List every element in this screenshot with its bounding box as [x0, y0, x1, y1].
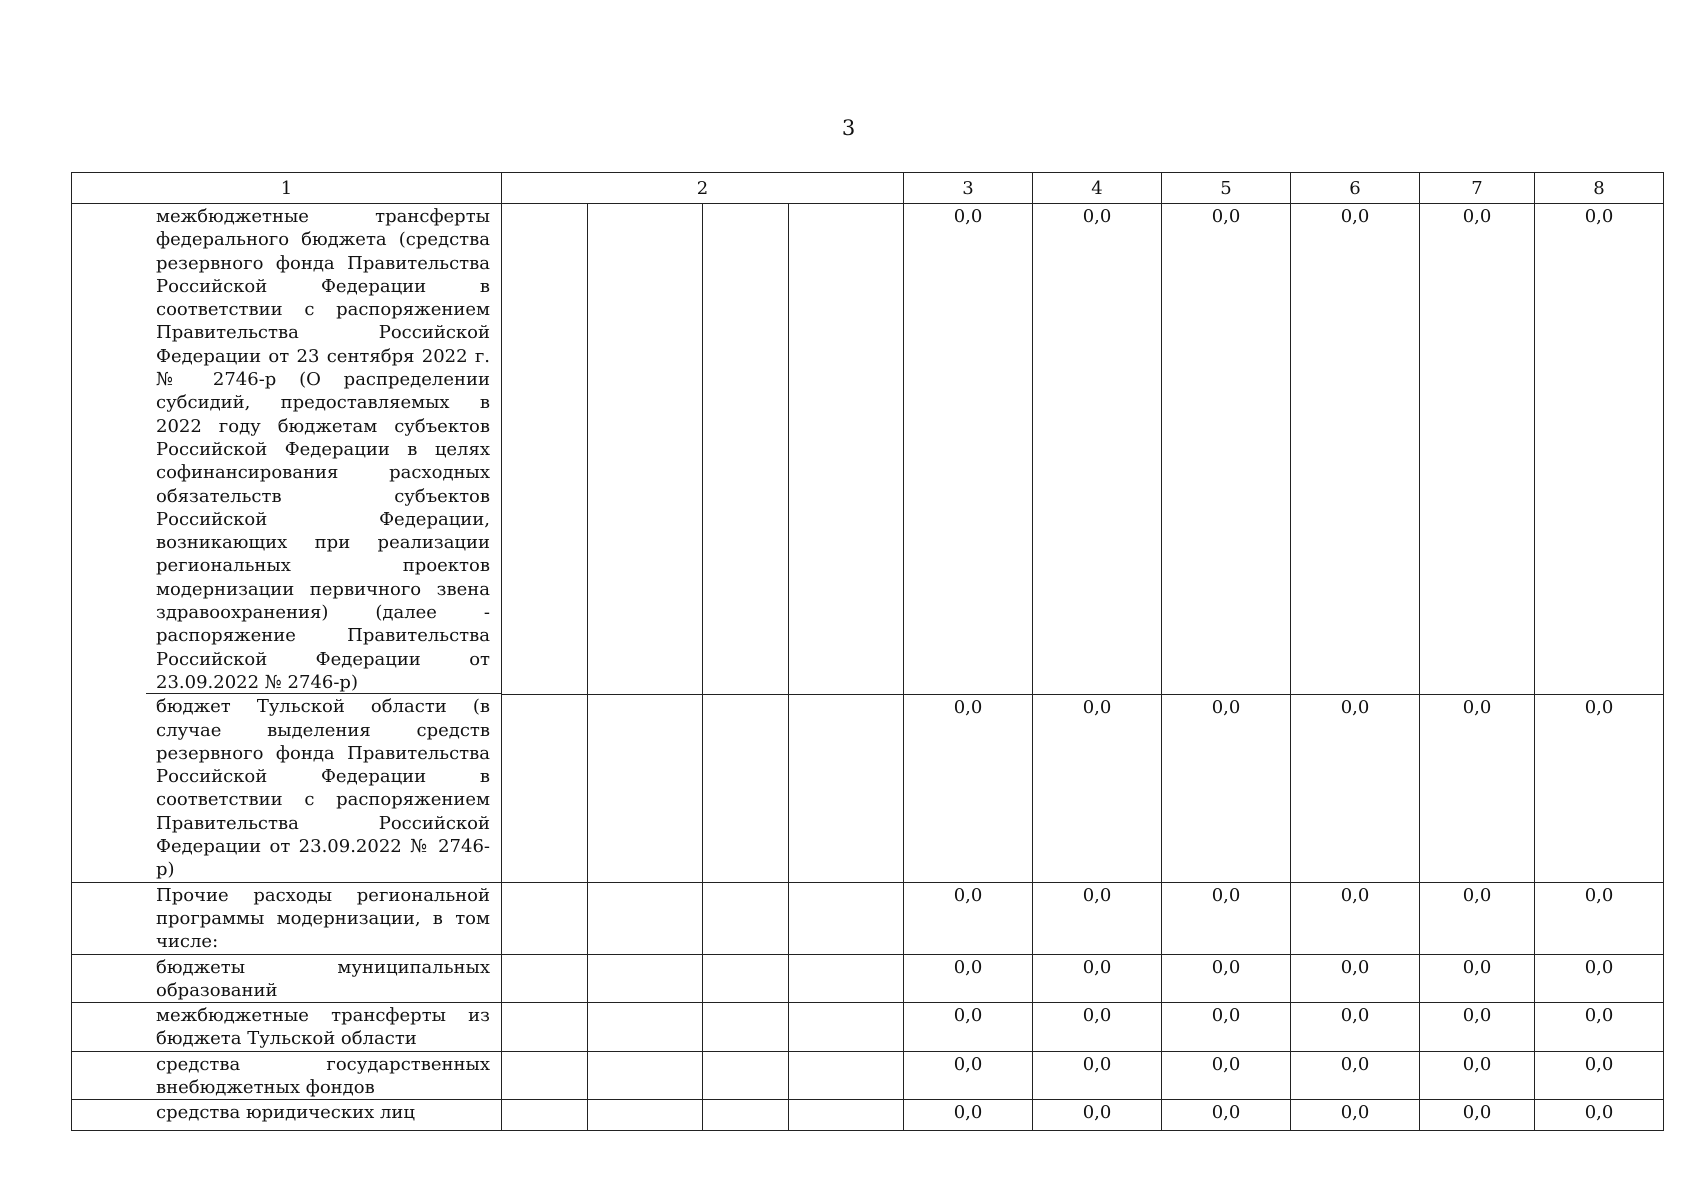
value-cell: 0,0 — [1535, 1100, 1664, 1131]
empty-cell — [703, 1051, 789, 1100]
table-row — [72, 204, 1664, 695]
budget-table — [71, 172, 1664, 1131]
value-cell: 0,0 — [1535, 954, 1664, 1003]
value-cell: 0,0 — [1535, 882, 1664, 954]
value-cell: 0,0 — [1535, 1051, 1664, 1100]
empty-cell — [789, 694, 904, 882]
empty-cell — [588, 1051, 703, 1100]
empty-cell — [789, 1100, 904, 1131]
row-description-text: средства государственных внебюджетных фондов — [156, 1053, 490, 1098]
empty-cell — [703, 882, 789, 954]
header-cell: 8 — [1535, 173, 1664, 204]
table-row — [72, 1051, 1664, 1100]
empty-cell — [588, 882, 703, 954]
row-description-text: межбюджетные трансферты федерального бюджета (средства резервного фонда Правительства Российской Федерации в соответствии с распоряжением Правительства Российской Федерации от 23 сентября 2022 г. № 2746-р (О распределении субсидий, предоставляемых в 2022 году бюджетам субъектов Российской Федерации в целях софинансирования расходных обязательств субъектов Российской Федерации, возникающих при реализации региональных проектов модернизации первичного звена здравоохранения) (далее - распоряжение Правительства Российской Федерации от 23.09.2022 № 2746-р) — [156, 206, 490, 693]
row-description-text: бюджеты муниципальных образований — [156, 956, 490, 1001]
value-cell: 0,0 — [1162, 204, 1291, 695]
row-description-text: бюджет Тульской области (в случае выделения средств резервного фонда Правительства Российской Федерации в соответствии с распоряжением Правительства Российской Федерации от 23.09.2022 № 2746-р) — [156, 696, 490, 881]
header-cell: 6 — [1291, 173, 1420, 204]
value-cell: 0,0 — [1420, 954, 1535, 1003]
value-cell: 0,0 — [1033, 882, 1162, 954]
value-cell: 0,0 — [904, 954, 1033, 1003]
value-cell: 0,0 — [1033, 204, 1162, 695]
header-cell: 7 — [1420, 173, 1535, 204]
empty-cell — [588, 954, 703, 1003]
empty-cell — [789, 204, 904, 695]
table-row — [72, 882, 1664, 954]
table-row — [72, 694, 1664, 882]
empty-cell — [588, 694, 703, 882]
empty-cell — [502, 1003, 588, 1052]
value-cell: 0,0 — [1291, 204, 1420, 695]
value-cell: 0,0 — [1033, 954, 1162, 1003]
row-description — [72, 1003, 502, 1052]
row-description — [72, 882, 502, 954]
value-cell: 0,0 — [1162, 1100, 1291, 1131]
value-cell: 0,0 — [1535, 204, 1664, 695]
value-cell: 0,0 — [1291, 1003, 1420, 1052]
value-cell: 0,0 — [1033, 1100, 1162, 1131]
value-cell: 0,0 — [1291, 882, 1420, 954]
value-cell: 0,0 — [1291, 694, 1420, 882]
empty-cell — [703, 1100, 789, 1131]
value-cell: 0,0 — [904, 1051, 1033, 1100]
table-row — [72, 1003, 1664, 1052]
value-cell: 0,0 — [904, 694, 1033, 882]
value-cell: 0,0 — [904, 882, 1033, 954]
row-description — [72, 954, 502, 1003]
value-cell: 0,0 — [1420, 882, 1535, 954]
row-description — [72, 694, 502, 882]
row-description — [72, 204, 502, 695]
empty-cell — [789, 954, 904, 1003]
empty-cell — [789, 1003, 904, 1052]
empty-cell — [502, 1051, 588, 1100]
empty-cell — [502, 204, 588, 695]
value-cell: 0,0 — [1291, 1100, 1420, 1131]
value-cell: 0,0 — [1162, 1003, 1291, 1052]
value-cell: 0,0 — [1291, 1051, 1420, 1100]
value-cell: 0,0 — [1420, 694, 1535, 882]
row-description — [72, 1100, 502, 1131]
value-cell: 0,0 — [1162, 882, 1291, 954]
empty-cell — [789, 882, 904, 954]
empty-cell — [789, 1051, 904, 1100]
value-cell: 0,0 — [1162, 1051, 1291, 1100]
value-cell: 0,0 — [1162, 694, 1291, 882]
header-cell: 1 — [72, 173, 502, 204]
empty-cell — [703, 204, 789, 695]
empty-cell — [703, 1003, 789, 1052]
table-row — [72, 954, 1664, 1003]
empty-cell — [588, 204, 703, 695]
empty-cell — [703, 954, 789, 1003]
header-cell: 3 — [904, 173, 1033, 204]
value-cell: 0,0 — [1535, 694, 1664, 882]
value-cell: 0,0 — [904, 1003, 1033, 1052]
row-description-text: средства юридических лиц — [156, 1102, 415, 1124]
value-cell: 0,0 — [1535, 1003, 1664, 1052]
value-cell: 0,0 — [1420, 204, 1535, 695]
page-number: 3 — [841, 116, 856, 140]
value-cell: 0,0 — [1420, 1003, 1535, 1052]
value-cell: 0,0 — [1033, 694, 1162, 882]
value-cell: 0,0 — [1420, 1051, 1535, 1100]
value-cell: 0,0 — [1420, 1100, 1535, 1131]
value-cell: 0,0 — [1162, 954, 1291, 1003]
empty-cell — [588, 1003, 703, 1052]
row-description — [72, 1051, 502, 1100]
empty-cell — [502, 694, 588, 882]
table-row — [72, 1100, 1664, 1131]
value-cell: 0,0 — [1291, 954, 1420, 1003]
empty-cell — [703, 694, 789, 882]
row-description-text: Прочие расходы региональной программы модернизации, в том числе: — [156, 884, 490, 953]
empty-cell — [502, 1100, 588, 1131]
header-cell: 4 — [1033, 173, 1162, 204]
value-cell: 0,0 — [1033, 1003, 1162, 1052]
header-cell: 2 — [502, 173, 904, 204]
value-cell: 0,0 — [904, 1100, 1033, 1131]
empty-cell — [502, 882, 588, 954]
empty-cell — [588, 1100, 703, 1131]
value-cell: 0,0 — [1033, 1051, 1162, 1100]
empty-cell — [502, 954, 588, 1003]
row-description-text: межбюджетные трансферты из бюджета Тульской области — [156, 1005, 490, 1050]
header-cell: 5 — [1162, 173, 1291, 204]
header-row — [72, 173, 1664, 204]
value-cell: 0,0 — [904, 204, 1033, 695]
